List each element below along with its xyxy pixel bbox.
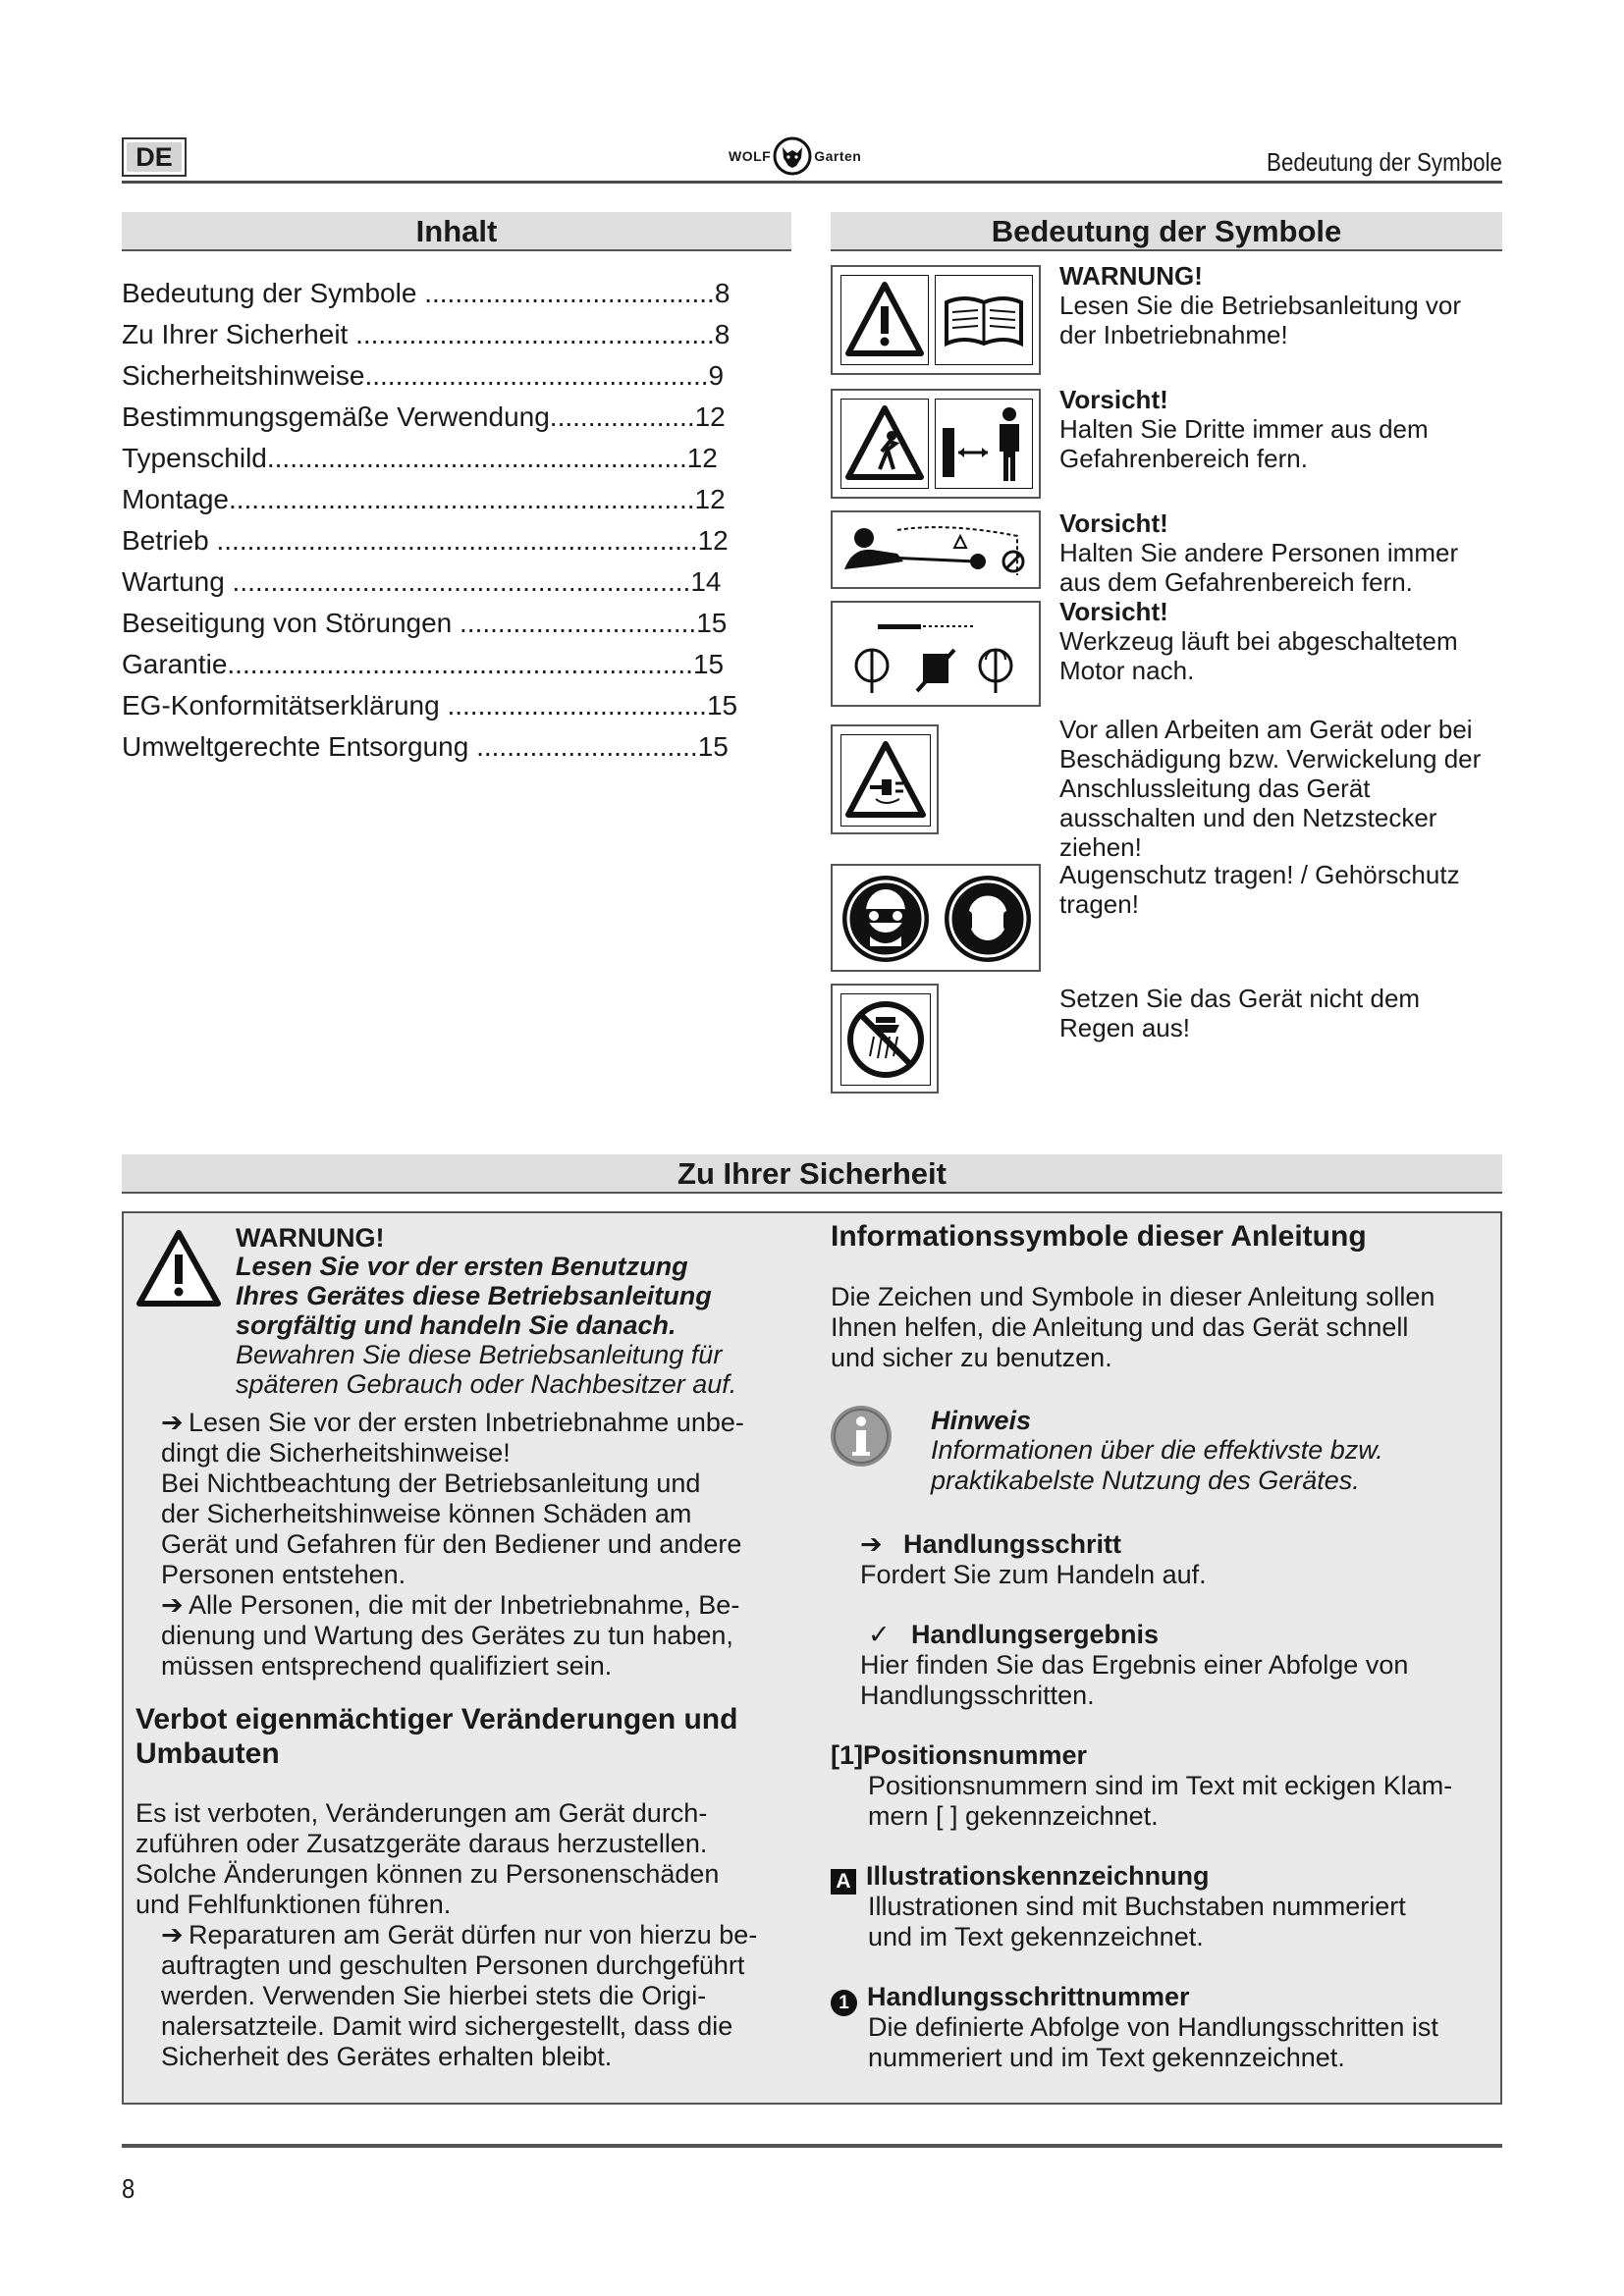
- verbot-line: nalersatzteile. Damit wird sichergestellt, dass die: [161, 2011, 733, 2041]
- warning-bold-line: Ihres Gerätes diese Betriebsanleitung: [236, 1281, 712, 1310]
- symbol-text: Vor allen Arbeiten am Gerät oder bei Beschädigung bzw. Verwickelung der Anschlussleitung das Gerät ausschalten und den Netzstecker ziehen!: [1059, 715, 1482, 862]
- safety-bullet-2: ➔ Alle Personen, die mit der Inbetriebnahme, Be-: [161, 1590, 740, 1620]
- symbol-desc-keep-distance: [1059, 385, 1501, 473]
- toc-item: [122, 438, 770, 479]
- symbol-desc-danger-zone: [1059, 508, 1501, 597]
- toc-item: [122, 479, 770, 520]
- symbol-heading: WARNUNG!: [1059, 261, 1203, 291]
- toc-item-label: Montage.............................................................: [122, 484, 695, 514]
- verbot-line: Es ist verboten, Veränderungen am Gerät durch-: [135, 1798, 708, 1828]
- symbol-box-warning-manual: [831, 265, 1041, 375]
- safety-title: Zu Ihrer Sicherheit: [122, 1154, 1502, 1194]
- safety-line: Bei Nichtbeachtung der Betriebsanleitung und: [161, 1468, 701, 1498]
- safety-line: müssen entsprechend qualifiziert sein.: [161, 1651, 613, 1681]
- safety-line: dienung und Wartung des Gerätes zu tun haben,: [161, 1621, 733, 1650]
- symbol-desc-rundown: [1059, 597, 1501, 685]
- safety-line: Personen entstehen.: [161, 1560, 406, 1589]
- num-line: nummeriert und im Text gekennzeichnet.: [868, 2043, 1345, 2072]
- toc-item-page: 15: [692, 649, 725, 679]
- toc-item: [122, 397, 770, 438]
- warning-italic-line: Bewahren Sie diese Betriebsanleitung für: [236, 1340, 723, 1369]
- symbol-heading: Vorsicht!: [1059, 508, 1168, 538]
- illu-line: und im Text gekennzeichnet.: [868, 1922, 1204, 1951]
- symbol-box-no-rain: [831, 984, 939, 1094]
- eye-protection-icon: [839, 872, 933, 966]
- symbol-box-protection: [831, 864, 1041, 972]
- page-number: 8: [122, 2173, 135, 2204]
- number-one-badge-icon: 1: [831, 1990, 857, 2016]
- warning-italic-line: späteren Gebrauch oder Nachbesitzer auf.: [236, 1369, 737, 1399]
- hinweis-heading: Hinweis: [931, 1406, 1032, 1435]
- danger-zone-trimmer-icon: [839, 518, 1035, 583]
- toc-item-page: 12: [686, 443, 718, 473]
- footer-rule: [122, 2144, 1502, 2148]
- warning-heading: WARNUNG!: [236, 1223, 385, 1253]
- safety-bullet-1: ➔ Lesen Sie vor der ersten Inbetriebnahme unbe-: [161, 1408, 744, 1437]
- arrow-icon: ➔: [860, 1529, 883, 1559]
- schritt-heading-row: ➔ Handlungsschritt: [860, 1529, 1122, 1559]
- header-section-title: Bedeutung der Symbole: [1267, 147, 1502, 177]
- verbot-line: Solche Änderungen können zu Personenschäden: [135, 1859, 720, 1889]
- toc-item-page: 12: [694, 484, 726, 514]
- ear-protection-icon: [941, 872, 1035, 966]
- toc-item-page: 15: [697, 731, 729, 762]
- letter-a-badge-icon: A: [831, 1869, 856, 1895]
- symbol-box-unplug: [831, 724, 939, 834]
- verbot-heading: Umbauten: [135, 1737, 280, 1770]
- warning-bold-line: sorgfältig und handeln Sie danach.: [236, 1310, 677, 1340]
- symbols-title: Bedeutung der Symbole: [831, 212, 1502, 251]
- verbot-line: Sicherheit des Gerätes erhalten bleibt.: [161, 2042, 613, 2071]
- toc-item-label: Typenschild.......................................................: [122, 443, 687, 473]
- toc-item-label: EG-Konformitätserklärung ..................................: [122, 690, 707, 721]
- num-heading-row: 1 Handlungsschrittnummer: [831, 1982, 1190, 2016]
- toc-item-label: Beseitigung von Störungen ...............................: [122, 608, 697, 638]
- schritt-text: Fordert Sie zum Handeln auf.: [860, 1560, 1207, 1589]
- verbot-heading: Verbot eigenmächtiger Veränderungen und: [135, 1703, 738, 1735]
- symbol-desc-unplug: [1059, 715, 1501, 862]
- warning-triangle-icon: [840, 275, 929, 365]
- person-hazard-triangle-icon: [840, 399, 929, 489]
- arrow-icon: ➔: [161, 1920, 184, 1949]
- rundown-tool-icon: [839, 609, 1035, 701]
- verbot-bullet: ➔ Reparaturen am Gerät dürfen nur von hierzu be-: [161, 1920, 758, 1949]
- unplug-warning-icon: [840, 734, 931, 827]
- toc-item: [122, 520, 770, 561]
- brand-logo: [729, 133, 861, 179]
- num-line: Die definierte Abfolge von Handlungsschritten ist: [868, 2012, 1438, 2042]
- toc-item: [122, 355, 770, 397]
- toc-item-label: Betrieb ...............................................................: [122, 525, 698, 556]
- wolf-head-icon: [773, 136, 812, 176]
- warning-bold-line: Lesen Sie vor der ersten Benutzung: [236, 1252, 688, 1281]
- checkmark-icon: ✓: [868, 1620, 891, 1649]
- symbol-desc-no-rain: [1059, 984, 1501, 1042]
- ergebnis-heading-row: ✓ Handlungsergebnis: [860, 1620, 1159, 1650]
- symbol-text: Halten Sie Dritte immer aus dem Gefahrenbereich fern.: [1059, 414, 1429, 473]
- verbot-line: und Fehlfunktionen führen.: [135, 1890, 452, 1919]
- toc-item-page: 9: [708, 360, 725, 391]
- toc-item: [122, 685, 770, 726]
- symbol-desc-warning: [1059, 261, 1501, 349]
- symbol-box-rundown: [831, 601, 1041, 707]
- toc-item-label: Umweltgerechte Entsorgung .............................: [122, 731, 698, 762]
- toc-item: [122, 561, 770, 603]
- arrow-icon: ➔: [161, 1408, 184, 1437]
- hinweis-line: Informationen über die effektivste bzw.: [931, 1435, 1383, 1465]
- symbol-text: Halten Sie andere Personen immer aus dem Gefahrenbereich fern.: [1059, 538, 1459, 597]
- toc-item: [122, 273, 770, 314]
- toc-item-label: Sicherheitshinweise.............................................: [122, 360, 709, 391]
- toc-item-page: 8: [714, 319, 731, 349]
- toc-item-page: 15: [696, 608, 728, 638]
- illu-heading-row: A Illustrationskennzeichnung: [831, 1861, 1210, 1895]
- toc-item-page: 12: [694, 401, 726, 432]
- table-of-contents: [122, 273, 770, 768]
- symbol-heading: Vorsicht!: [1059, 597, 1168, 626]
- symbol-heading: Vorsicht!: [1059, 385, 1168, 414]
- info-intro-line: Die Zeichen und Symbole in dieser Anleitung sollen: [831, 1282, 1435, 1311]
- symbol-box-danger-zone: [831, 510, 1041, 589]
- toc-item-page: 14: [690, 566, 722, 597]
- no-rain-icon: [840, 993, 931, 1086]
- pos-line: Positionsnummern sind im Text mit eckigen Klam-: [868, 1771, 1453, 1800]
- illu-line: Illustrationen sind mit Buchstaben nummeriert: [868, 1892, 1406, 1921]
- info-intro-line: und sicher zu benutzen.: [831, 1343, 1112, 1372]
- toc-item-page: 8: [714, 278, 731, 308]
- symbol-text: Setzen Sie das Gerät nicht dem Regen aus!: [1059, 984, 1421, 1042]
- ergebnis-line: Hier finden Sie das Ergebnis einer Abfolge von: [860, 1650, 1409, 1680]
- toc-item: [122, 644, 770, 685]
- toc-item-page: 12: [697, 525, 729, 556]
- toc-item: [122, 726, 770, 768]
- verbot-line: auftragten und geschulten Personen durchgeführt: [161, 1950, 745, 1980]
- arrow-icon: ➔: [161, 1590, 184, 1620]
- toc-title: Inhalt: [122, 212, 791, 251]
- symbol-text: Werkzeug läuft bei abgeschaltetem Motor nach.: [1059, 626, 1458, 685]
- info-heading: Informationssymbole dieser Anleitung: [831, 1220, 1367, 1253]
- info-icon: [829, 1404, 893, 1468]
- toc-item-label: Wartung ............................................................: [122, 566, 691, 597]
- logo-garten-text: Garten: [814, 148, 862, 164]
- toc-item-page: 15: [706, 690, 738, 721]
- verbot-line: werden. Verwenden Sie hierbei stets die Origi-: [161, 1981, 707, 2010]
- manual-book-icon: [935, 275, 1033, 365]
- language-badge: DE: [122, 137, 187, 177]
- hinweis-line: praktikabelste Nutzung des Gerätes.: [931, 1466, 1360, 1495]
- safety-line: dingt die Sicherheitshinweise!: [161, 1438, 511, 1468]
- toc-item-label: Bestimmungsgemäße Verwendung...................: [122, 401, 695, 432]
- toc-item-label: Garantie.............................................................: [122, 649, 693, 679]
- safety-line: Gerät und Gefahren für den Bediener und andere: [161, 1529, 742, 1559]
- keep-distance-icon: [935, 399, 1033, 489]
- ergebnis-line: Handlungsschritten.: [860, 1681, 1095, 1710]
- toc-item: [122, 314, 770, 355]
- toc-item: [122, 603, 770, 644]
- info-intro-line: Ihnen helfen, die Anleitung und das Gerät schnell: [831, 1312, 1409, 1342]
- warning-triangle-icon: [134, 1227, 224, 1309]
- symbol-desc-protection: [1059, 860, 1501, 919]
- header-rule: [122, 181, 1502, 184]
- pos-heading: [1]Positionsnummer: [831, 1740, 1088, 1770]
- symbol-text: Lesen Sie die Betriebsanleitung vor der Inbetriebnahme!: [1059, 291, 1462, 349]
- logo-wolf-text: WOLF: [729, 148, 772, 164]
- symbol-text: Augenschutz tragen! / Gehörschutz tragen!: [1059, 860, 1460, 919]
- toc-item-label: Bedeutung der Symbole ......................................: [122, 278, 715, 308]
- symbol-box-keep-distance: [831, 389, 1041, 499]
- toc-item-label: Zu Ihrer Sicherheit ...............................................: [122, 319, 715, 349]
- verbot-line: zuführen oder Zusatzgeräte daraus herzustellen.: [135, 1829, 708, 1858]
- safety-line: der Sicherheitshinweise können Schäden am: [161, 1499, 692, 1528]
- pos-line: mern [ ] gekennzeichnet.: [868, 1801, 1159, 1831]
